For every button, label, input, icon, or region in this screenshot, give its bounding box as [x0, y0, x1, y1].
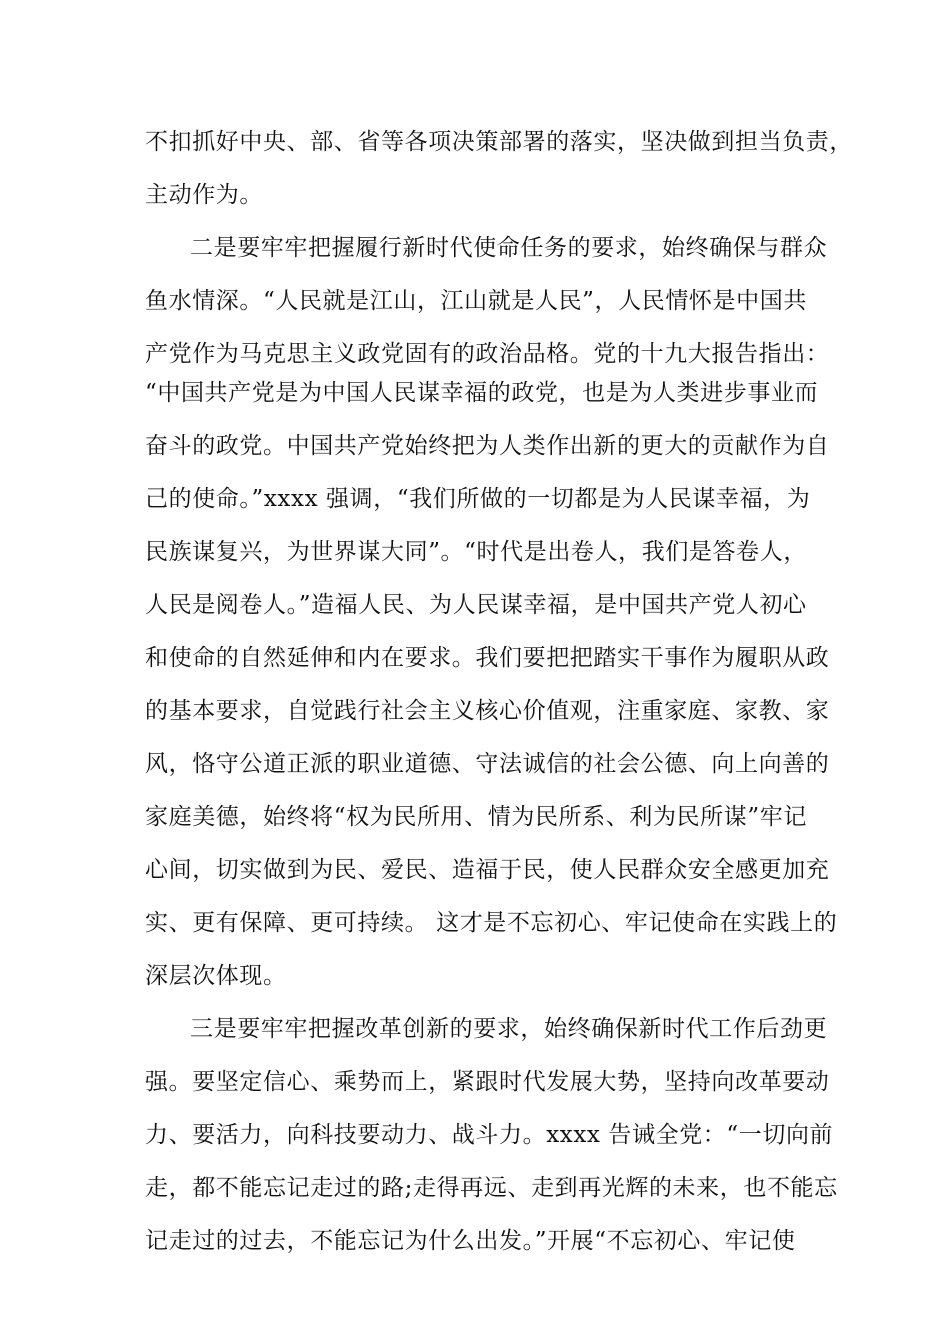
text-line: 记走过的过去，不能忘记为什么出发。”开展“不忘初心、牢记使: [145, 1228, 796, 1254]
text-line: 民族谋复兴，为世界谋大同”。“时代是出卷人，我们是答卷人，: [145, 539, 807, 565]
text-line: 己的使命。”xxxx 强调，“我们所做的一切都是为人民谋幸福，为: [145, 486, 811, 512]
text-line: 人民是阅卷人。”造福人民、为人民谋幸福，是中国共产党人初心: [145, 592, 807, 618]
text-line: 强。要坚定信心、乘势而上，紧跟时代发展大势，坚持向改革要动: [145, 1069, 830, 1095]
text-line: 家庭美德，始终将“权为民所用、情为民所系、利为民所谋”牢记: [145, 804, 807, 830]
text-line: 走，都不能忘记走过的路;走得再远、走到再光辉的未来，也不能忘: [145, 1175, 838, 1201]
text-line: 产党作为马克思主义政党固有的政治品格。党的十九大报告指出：: [145, 341, 830, 367]
text-line: 主动作为。: [145, 182, 263, 208]
text-line: 心间，切实做到为民、爱民、造福于民，使人民群众安全感更加充: [145, 857, 830, 883]
text-line: 实、更有保障、更可持续。 这才是不忘初心、牢记使命在实践上的: [145, 910, 838, 936]
text-line: 的基本要求，自觉践行社会主义核心价值观，注重家庭、家教、家: [145, 698, 830, 724]
text-line: 力、要活力，向科技要动力、战斗力。xxxx 告诫全党：“一切向前: [145, 1122, 834, 1148]
paragraph-first-line: 三是要牢牢把握改革创新的要求，始终确保新时代工作后劲更: [190, 1016, 828, 1042]
text-line: 不扣抓好中央、部、省等各项决策部署的落实，坚决做到担当负责，: [145, 129, 853, 155]
text-line: 和使命的自然延伸和内在要求。我们要把把踏实干事作为履职从政: [145, 645, 830, 671]
text-line: “中国共产党是为中国人民谋幸福的政党，也是为人类进步事业而: [145, 380, 819, 406]
text-line: 深层次体现。: [145, 963, 287, 989]
text-line: 奋斗的政党。中国共产党始终把为人类作出新的更大的贡献作为自: [145, 433, 830, 459]
paragraph-first-line: 二是要牢牢把握履行新时代使命任务的要求，始终确保与群众: [190, 235, 828, 261]
text-line: 风，恪守公道正派的职业道德、守法诚信的社会公德、向上向善的: [145, 751, 830, 777]
text-line: 鱼水情深。“人民就是江山，江山就是人民”，人民情怀是中国共: [145, 288, 807, 314]
